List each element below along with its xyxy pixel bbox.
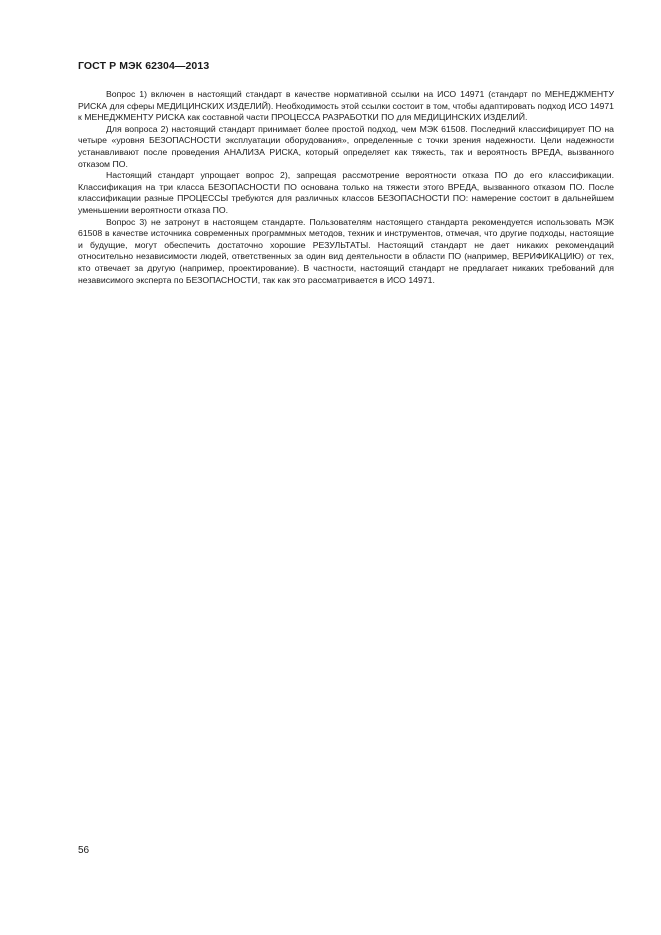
document-header: ГОСТ Р МЭК 62304—2013 [78, 60, 210, 72]
paragraph: Вопрос 1) включен в настоящий стандарт в качестве нормативной ссылки на ИСО 14971 (стандарт по МЕНЕДЖМЕНТУ РИСКА для сферы МЕДИЦИНСКИХ ИЗДЕЛИЙ). Необходимость этой ссылки состоит в том, чтобы адаптировать подход ИСО 14971 к МЕНЕДЖМЕНТУ РИСКА как составной части ПРОЦЕССА РАЗРАБОТКИ ПО для МЕДИЦИНСКИХ ИЗДЕЛИЙ. [78, 89, 614, 123]
paragraph: Вопрос 3) не затронут в настоящем стандарте. Пользователям настоящего стандарта рекомендуется использовать МЭК 61508 в качестве источника современных программных методов, техник и инструментов, отмечая, что другие подходы, настоящие и будущие, могут обеспечить достаточно хорошие РЕЗУЛЬТАТЫ. Настоящий стандарт не дает никаких рекомендаций относительно независимости людей, ответственных за один вид деятельности в области ПО (например, ВЕРИФИКАЦИЮ) от тех, кто отвечает за другую (например, проектирование). В частности, настоящий стандарт не предлагает никаких требований для независимого эксперта по БЕЗОПАСНОСТИ, так как это рассматривается в ИСО 14971. [78, 216, 614, 285]
paragraph: Для вопроса 2) настоящий стандарт принимает более простой подход, чем МЭК 61508. Последний классифицирует ПО на четыре «уровня БЕЗОПАСНОСТИ эксплуатации оборудования», определенные с точки зрения надежности. Цели надежности устанавливают после проведения АНАЛИЗА РИСКА, который определяет как тяжесть, так и вероятность ВРЕДА, вызванного отказом ПО. [78, 123, 614, 169]
body-text [78, 89, 614, 286]
page-number: 56 [78, 845, 90, 856]
paragraph: Настоящий стандарт упрощает вопрос 2), запрещая рассмотрение вероятности отказа ПО до его классификации. Классификация на три класса БЕЗОПАСНОСТИ ПО основана только на тяжести этого ВРЕДА, вызванного отказом ПО. После классификации разные ПРОЦЕССЫ требуются для различных классов БЕЗОПАСНОСТИ ПО: намерение состоит в дальнейшем уменьшении вероятности отказа ПО. [78, 170, 614, 215]
